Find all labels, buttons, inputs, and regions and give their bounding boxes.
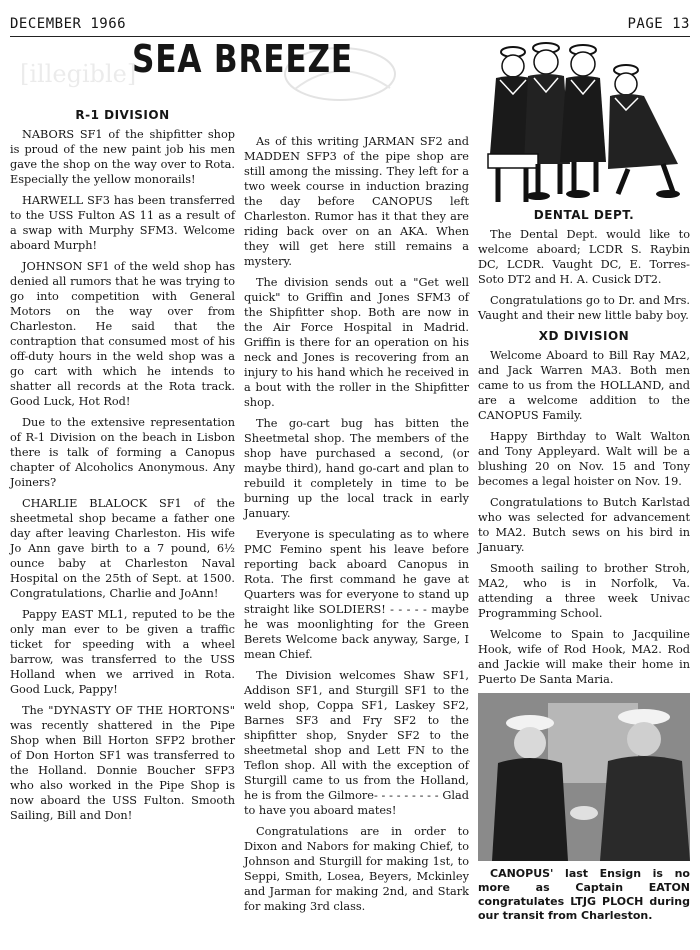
paragraph: The Dental Dept. would like to welcome aboard; LCDR S. Raybin DC, LCDR. Vaught DC, E. Torres-Soto DT2 and H. A. Cusick DT2. bbox=[478, 228, 690, 286]
paragraph: CHARLIE BLALOCK SF1 of the sheetmetal shop became a father one day after leaving Charleston. His wife Jo Ann gave birth to a 7 pound, 6½ ounce baby at Charleston Naval Hospital on the 25th of Sept. at 1500. Congratulations, Charlie and JoAnn! bbox=[10, 497, 235, 600]
xd-division-heading: XD DIVISION bbox=[538, 329, 630, 343]
paragraph: The Division welcomes Shaw SF1, Addison SF1, and Sturgill SF1 to the weld shop, Coppa SF1, Laskey SF2, Barnes SF3 and Fry SF2 to the shipfitter shop, Snyder SF2 to the sheetmetal shop and Lett FN to the Teflon shop. All with the exception of Sturgill came to us from the Holland, he is from the Gilmore- - - - - - - - - Glad to have you aboard mates! bbox=[244, 669, 469, 817]
paragraph: The division sends out a "Get well quick" to Griffin and Jones SFM3 of the Shipfitter shop. Both are now in the Air Force Hospital in Madrid. Griffin is there for an operation on his neck and Jones is recovering from an injury to his hand which he received in a bout with the roller in the Shipfitter shop. bbox=[244, 276, 469, 409]
issue-date: DECEMBER 1966 bbox=[10, 16, 127, 32]
sailors-drawing-icon bbox=[478, 44, 690, 204]
paragraph: Due to the extensive representation of R-1 Division on the beach in Lisbon there is talk of forming a Canopus chapter of Alcoholics Anonymous. Any Joiners? bbox=[10, 416, 235, 489]
paragraph: HARWELL SF3 has been transferred to the USS Fulton AS 11 as a result of a swap with Murphy SFM3. Welcome aboard Murph! bbox=[10, 194, 235, 252]
paragraph: Congratulations are in order to Dixon and Nabors for making Chief, to Johnson and Sturgill for making 1st, to Seppi, Smith, Losea, Beyers, Mckinley and Jarman for making 2nd, and Stark for making 3rd class. bbox=[244, 825, 469, 913]
paragraph: The "DYNASTY OF THE HORTONS" was recently shattered in the Pipe Shop when Bill Horton SFP2 brother of Don Horton SF1 was transferred to the Holland. Donnie Boucher SFP3 who also worked in the Pipe Shop is now aboard the USS Fulton. Smooth Sailing, Bill and Don! bbox=[10, 704, 235, 822]
dental-dept-heading: DENTAL DEPT. bbox=[533, 208, 635, 222]
sailors-illustration bbox=[478, 44, 690, 204]
masthead bbox=[10, 37, 475, 104]
paragraph: Pappy EAST ML1, reputed to be the only man ever to be given a traffic ticket for speeding with a wheel barrow, was transferred to the USS Holland when we arrived in Rota. Good Luck, Pappy! bbox=[10, 608, 235, 696]
paragraph: Congratulations go to Dr. and Mrs. Vaught and their new little baby boy. bbox=[478, 294, 691, 322]
photo-caption: CANOPUS' last Ensign is no more as Captain EATON congratulates LTJG PLOCH during our transit from Charleston. bbox=[478, 867, 690, 922]
column-1 bbox=[10, 37, 354, 944]
photo-figures-icon bbox=[478, 693, 690, 861]
paragraph: The go-cart bug has bitten the Sheetmetal shop. The members of the shop have purchased a second, (or maybe third), hand go-cart and plan to rebuild it completely in time to be burning up the local track in early January. bbox=[244, 417, 469, 520]
paragraph: Congratulations to Butch Karlstad who was selected for advancement to MA2. Butch sews on his bird in January. bbox=[478, 496, 690, 554]
paragraph: As of this writing JARMAN SF2 and MADDEN SFP3 of the pipe shop are still among the missing. They left for a two week course in induction brazing the day before CANOPUS left Charleston. Rumor has it that they are riding back over on an AKA. When they will get here still remains a mystery. bbox=[244, 135, 469, 268]
column-2 bbox=[244, 134, 469, 944]
page-header bbox=[10, 14, 690, 37]
paragraph: Happy Birthday to Walt Walton and Tony Appleyard. Walt will be a blushing 20 on Nov. 15 and Tony becomes a legal hoister on Nov. 19. bbox=[478, 430, 690, 488]
bleed-through-text: [illegible] bbox=[20, 60, 137, 88]
paragraph: JOHNSON SF1 of the weld shop has denied all rumors that he was trying to go into competition with General Motors on the way over from Charleston. He said that the contraption that consumed most of his off-duty hours in the weld shop was a go cart with which he intends to shatter all records at the Rota track. Good Luck, Hot Rod! bbox=[10, 260, 235, 408]
column-3 bbox=[478, 44, 690, 944]
paragraph: Smooth sailing to brother Stroh, MA2, who is in Norfolk, Va. attending a three week Univac Programming School. bbox=[478, 562, 690, 620]
section-title: SEA BREEZE bbox=[131, 37, 354, 81]
paragraph: Welcome Aboard to Bill Ray MA2, and Jack Warren MA3. Both men came to us from the HOLLAND, and are a welcome addition to the CANOPUS Family. bbox=[478, 349, 690, 422]
ceremony-photo bbox=[478, 693, 690, 861]
paragraph: Welcome to Spain to Jacquiline Hook, wife of Rod Hook, MA2. Rod and Jackie will make their home in Puerto De Santa Maria. bbox=[478, 628, 690, 686]
page-number: PAGE 13 bbox=[627, 16, 690, 32]
paragraph: NABORS SF1 of the shipfitter shop is proud of the new paint job his men gave the shop on the way over to Rota. Especially the yellow monorails! bbox=[10, 128, 235, 186]
paragraph: Everyone is speculating as to where PMC Femino spent his leave before reporting back aboard Canopus in Rota. The first command he gave at Quarters was for everyone to stand up straight like SOLDIERS! - - - - - maybe he was moonlighting for the Green Berets Welcome back anyway, Sarge, I mean Chief. bbox=[244, 528, 469, 661]
r1-division-heading: R-1 DIVISION bbox=[75, 108, 170, 122]
